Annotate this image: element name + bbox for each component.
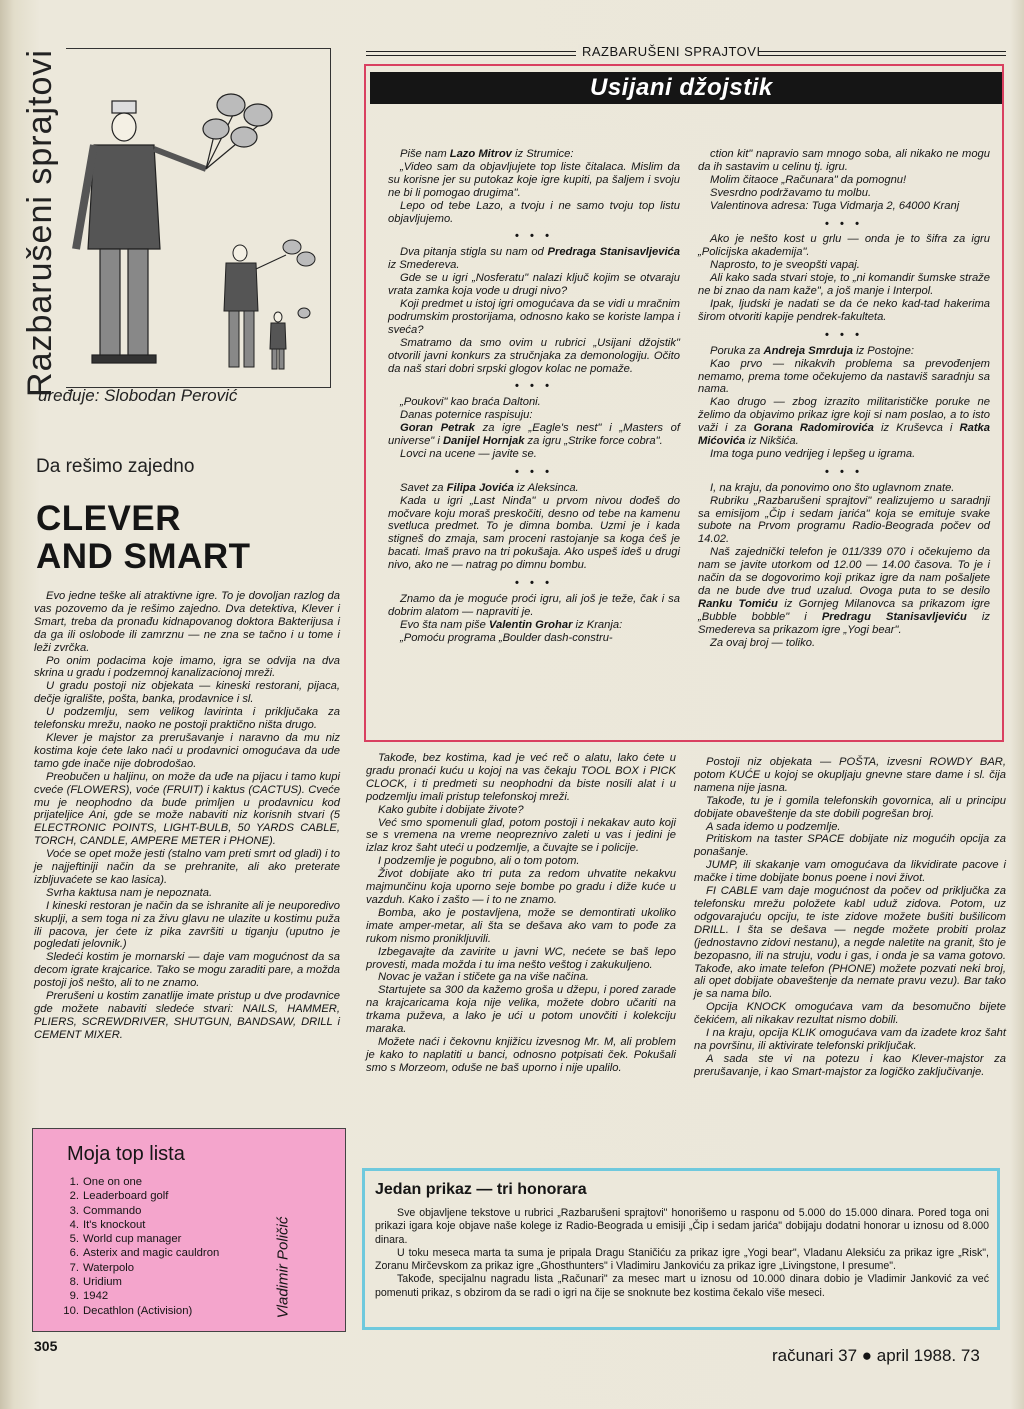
separator-dots: • • •	[825, 465, 863, 478]
letters-column-2	[698, 148, 990, 650]
paragraph: FI CABLE vam daje mogućnost da počev od priključka za telefonsku mrežu položete kabl uduž zidova. Potom, uz odgovarajuću opciju, te iste zidove možete bušiti bušilicom DRILL. I šta se dešava — negde možete probiti prolaz (jednostavno zidovi nestanu), a negde naletite na granit, što je bezopasno, ili na struju, vodu i gas, i onda je sa vama gotovo. Takođe, ako imate telefon (PHONE) možete pozvati neki broj, ali opet dobijate obaveštenje da nemate pravu vezu). Bar tako je sa nama bilo.	[694, 885, 1006, 1001]
header-rule-right	[758, 51, 1006, 56]
paragraph: Izbegavajte da zavirite u javni WC, nećete se baš lepo provesti, mada možda i tu ima nešto veštog i zakukuljeno.	[366, 945, 676, 971]
article-kicker: Da rešimo zajedno	[36, 456, 195, 477]
paragraph: Startujete sa 300 da kažemo groša u džepu, i pored zarade na krajcaricama koja nije velika, možete dobro učariti na trkama puževa, a lako je ući u potom unovčiti i kolekciju maraka.	[366, 984, 676, 1036]
separator-dots: • • •	[515, 465, 553, 478]
rank-number: 5.	[69, 1233, 79, 1246]
rank-number: 3.	[69, 1204, 79, 1217]
paragraph: Takođe, tu je i gomila telefonskih govornica, ali u principu dobijate obaveštenje da ste dobili pogrešan broj.	[694, 794, 1006, 820]
letter-paragraph: Smatramo da smo ovim u rubrici „Usijani džojstik" otvorili javni konkurs za stručnjaka za demonologiju. Očito da naš stari dobri srpski glogov kolac ne pomaže.	[388, 336, 680, 375]
game-title: Commando	[83, 1204, 142, 1217]
header-rule-left	[366, 51, 576, 56]
letter-paragraph: Ako je nešto kost u grlu — onda je to šifra za igru „Policijska akademija".	[698, 233, 990, 259]
paragraph: U gradu postoji niz objekata — kineski restorani, pijaca, dečje igralište, pošta, banka, prodavnice i sl.	[34, 680, 340, 706]
top-list-author: Vladimir Poličić	[274, 1216, 292, 1319]
top-list-item	[61, 1261, 219, 1275]
fee-box-text	[375, 1207, 989, 1300]
top-list-item	[61, 1218, 219, 1232]
paragraph: U toku meseca marta ta suma je pripala Dragu Staničiću za prikaz igre „Yogi bear", Vladanu Aleksiću za prikaz igre „Risk", Zoranu Mirčevskom za prikaz igre „Ghosthunters" i Vladimiru Jankoviću za prikaz igre „Livingstone, I presume".	[375, 1246, 989, 1273]
letter-paragraph: Kao drugo — zbog izrazito militarističke poruke ne želimo da objavimo prikaz igre koji si nam poslao, a to isto važi i za Gorana Radomirovića iz Kruševca i Ratka Mićovića iz Nikšića.	[698, 396, 990, 448]
letter-paragraph: ction kit" napravio sam mnogo soba, ali nikako ne mogu da ih sastavim u celinu tj. igru.	[698, 148, 990, 173]
top-list-title: Moja top lista	[67, 1143, 185, 1165]
paragraph: Postoji niz objekata — POŠTA, izvesni ROWDY BAR, potom KUĆE u kojoj se okupljaju gnevne stare dame i sl. čija namena nije jasna.	[694, 756, 1006, 794]
reader-name: Valentin Grohar	[488, 618, 573, 631]
column-banner-title: Usijani džojstik	[590, 74, 773, 101]
letter-paragraph: Koji predmet u istoj igri omogućava da se vidi u mračnim podrumskim prostorijama, odnosno kako se koriste lampa i sveća?	[388, 297, 680, 336]
letter-paragraph: Valentinova adresa: Tuga Vidmarja 2, 64000 Kranj	[710, 199, 960, 212]
paragraph: Sve objavljene tekstove u rubrici „Razbarušeni sprajtovi" honorišemo u rasponu od 5.000 do 15.000 dinara. Pored toga oni prikazi igara koje objave naše kolege iz Radio-Beograda u emisiji „Čip i sedam jarića" dobijaju dodatni honorar u iznosu od 8.000 dinara.	[375, 1207, 989, 1246]
article-body-right	[694, 756, 1006, 1079]
section-header	[366, 44, 1006, 60]
game-title: Leaderboard golf	[83, 1190, 169, 1203]
column-banner	[370, 72, 1002, 104]
letter-paragraph: Evo šta nam piše Valentin Grohar iz Kranja:	[400, 618, 623, 631]
letter-paragraph: „Poukovi" kao braća Daltoni.	[400, 396, 541, 409]
fee-box-title: Jedan prikaz — tri honorara	[375, 1181, 587, 1198]
paragraph: Preobučen u haljinu, on može da uđe na pijacu i tamo kupi cveće (FLOWERS), voće (FRUIT) i kaktus (CACTUS). Cveće mu je neophodno da bude primljen u prodavnicu kod prijateljice Ani, gde se može nabaviti niz korisnih stvari (5 ELECTRONIC POINTS, LIGHT-BULB, 50 YARDS CABLE, TORCH, CANDLE, AMPERE METER i PHONE).	[34, 770, 340, 848]
top-list-item	[61, 1246, 219, 1260]
vertical-section-title: Razbarušeni sprajtovi	[21, 49, 59, 397]
top-list-item	[61, 1204, 219, 1218]
paragraph: Život dobijate ako tri puta za redom uhvatite nekakvu majmunčinu koja uporno seje bombe po gradu i diže kuće u vazduh. Kako i zašto — i to ne znamo.	[366, 868, 676, 906]
paragraph: Sledeći kostim je mornarski — daje vam mogućnost da sa decom igrate krajcarice. Tako se mogu zaraditi pare, a možda postoji još nešto, ali to ne znamo.	[34, 951, 340, 990]
letter-paragraph: Kao prvo — nikakvih problema sa prevođenjem nemamo, prema tome očekujemo da nastaviš saradnju sa nama.	[698, 357, 990, 396]
letter-paragraph: Ima toga puno vedrijeg i lepšeg u igrama.	[710, 447, 916, 460]
reader-name: Filipa Jovića	[446, 481, 514, 494]
letter-paragraph: Svesrdno podržavamo tu molbu.	[710, 186, 872, 199]
paragraph: A sada idemo u podzemlje.	[706, 820, 841, 833]
paragraph: Opcija KNOCK omogućava vam da besomučno bijete čekićem, ali nikakav rezultat nismo dobili.	[694, 1001, 1006, 1027]
letter-paragraph: „Video sam da objavljujete top liste čitalaca. Mislim da su korisne jer su putokaz koje igre kupiti, pa šaljem i svoju ne bi li pomogao drugima".	[388, 160, 680, 199]
separator-dots: • • •	[515, 380, 553, 393]
game-title: 1942	[83, 1290, 109, 1303]
rank-number: 9.	[69, 1290, 79, 1303]
top-list	[61, 1175, 219, 1318]
paragraph: Pritiskom na taster SPACE dobijate niz mogućih opcija za ponašanje.	[694, 833, 1006, 859]
letter-paragraph: Rubriku „Razbarušeni sprajtovi" realizujemo u saradnji sa emisijom „Čip i sedam jarića" koja se emituje svake subote na Prvom programu Radio-Beograda počev od 14.02.	[698, 494, 990, 546]
letter-paragraph: Piše nam Lazo Mitrov iz Strumice:	[400, 148, 574, 160]
top-list-item	[61, 1275, 219, 1289]
letter-paragraph: Znamo da je moguće proći igru, ali još je teže, čak i sa dobrim alatom — napraviti je.	[388, 593, 680, 618]
letter-paragraph: Ali kako sada stvari stoje, to „ni komandir šumske straže ne bi znao da nam kaže", a još manje i Interpol.	[698, 272, 990, 298]
paragraph: Takođe, bez kostima, kad je već reč o alatu, lako ćete u gradu pronaći kuću u kojoj na vas čekaju TOOL BOX i PICK CLOCK, i ti predmeti su neophodni da biste nosili alat i u podzemlju imali pristup telefonskoj mreži.	[366, 752, 676, 803]
paragraph: Voće se opet može jesti (stalno vam preti smrt od gladi) i to je najjeftiniji način da se prehranite, ali ako preterate izbljuvaćete se kao lasica).	[34, 848, 340, 886]
paragraph: I podzemlje je pogubno, ali o tom potom.	[378, 855, 580, 868]
rank-number: 4.	[69, 1218, 79, 1231]
paragraph: Evo jedne teške ali atraktivne igre. To je dovoljan razlog da vas pozovemo da je rešimo zajedno. Dva detektiva, Klever i Smart, treba da pronađu kidnapovanog doktora Bakterijusa i da ga ili oslobode ili zamrznu — ne zna se tačno i u tome i leži zvrčka.	[34, 590, 340, 654]
letter-paragraph: „Pomoću programa „Boulder dash-constru-	[400, 631, 613, 644]
letter-paragraph: Za ovaj broj — toliko.	[710, 636, 816, 649]
section-header-label: RAZBARUŠENI SPRAJTOVI	[578, 44, 765, 59]
illustration-frame	[66, 48, 331, 388]
paragraph: Bomba, ako je postavljena, može se demontirati ukoliko imate amper-metar, ali šta se dešava ako vam to pođe za rukom nismo pronikljuvili.	[366, 906, 676, 945]
separator-dots: • • •	[825, 217, 863, 230]
rank-number: 8.	[69, 1276, 79, 1289]
juggler-illustration	[66, 49, 328, 385]
fee-box	[362, 1168, 1000, 1330]
headline-line-2: AND SMART	[36, 537, 251, 576]
letters-column-1	[388, 148, 680, 645]
paragraph: Prerušeni u kostim zanatlije imate pristup u dve prodavnice gde možete nabaviti sledeće stvari: NAILS, HAMMER, PLIERS, SCREWDRIVER, SHUTGUN, BANDSAW, DRILL i CEMENT MIXER.	[34, 990, 340, 1041]
game-title: It's knockout	[83, 1218, 146, 1231]
rank-number: 2.	[69, 1190, 79, 1203]
letter-paragraph: Lovci na ucene — javite se.	[400, 447, 537, 460]
reader-name: Predragu Stanisavljeviću	[821, 610, 967, 623]
reader-name: Andreja Smrduja	[763, 344, 854, 357]
rank-number: 1.	[69, 1176, 79, 1188]
paragraph: I na kraju, opcija KLIK omogućava vam da izadete kroz šaht na površinu, ili aktivirate telefonski priključak.	[694, 1027, 1006, 1052]
reader-name: Gorana Radomirovića	[753, 422, 874, 435]
rank-number: 10.	[63, 1304, 79, 1317]
letter-paragraph: Gde se u igri „Nosferatu" nalazi ključ kojim se otvaraju vrata zamka koja vode u drugi nivo?	[388, 272, 680, 298]
letter-paragraph: Naš zajednički telefon je 011/339 070 i očekujemo da nam se javite utorkom od 12.00 — 14.00 časova. To je i način da se dogovorimo koji prikaz igre da nam pošaljete da ne bude dve trud uzalud. Ovoga puta to se desilo Ranku Tomiću iz Gornjeg Milanovca sa prikazom igre „Bubble bobble" i Predragu Stanisavljeviću iz Smedereva sa prikazom igre „Yogi bear".	[698, 546, 990, 636]
paragraph: Svrha kaktusa nam je nepoznata.	[46, 886, 213, 899]
article-body-middle	[366, 752, 676, 1075]
editor-credit: uređuje: Slobodan Perović	[38, 386, 238, 405]
letter-paragraph: I, na kraju, da ponovimo ono što uglavnom znate.	[710, 481, 955, 494]
letter-paragraph: Poruka za Andreja Smrduja iz Postojne:	[710, 344, 914, 357]
game-title: Decathlon (Activision)	[83, 1304, 193, 1317]
paragraph: Takođe, specijalnu nagradu lista „Računari" za mesec mart u iznosu od 10.000 dinara dobio je Vladimir Janković za već pomenuti prikaz, s obzirom da se radi o igri na čije se snoknute bez kostima čekalo više meseci.	[375, 1273, 989, 1299]
reader-name: Goran Petrak	[400, 422, 475, 435]
game-title: Uridium	[83, 1276, 122, 1289]
top-list-item	[61, 1304, 219, 1318]
letter-paragraph: Naprosto, to je sveopšti vapaj.	[710, 259, 860, 272]
paragraph: Po onim podacima koje imamo, igra se odvija na dva skrina u gradu i podzemnoj kanalizacionoj mreži.	[34, 654, 340, 680]
reader-name: Danijel Hornjak	[442, 435, 525, 448]
rank-number: 7.	[69, 1261, 79, 1274]
paragraph: U podzemlju, sem velikog lavirinta i priključaka za telefonsku mrežu, naoko ne postoji praktično ništa drugo.	[34, 706, 340, 732]
paragraph: Već smo spomenuli glad, potom postoji i nekakav auto koji se s vremena na vreme neopreznivo zaleti u vas i jedini je izlaz kroz šaht uteći u podzemlje, a čuvajte se i policije.	[366, 816, 676, 855]
separator-dots: • • •	[515, 230, 553, 243]
letter-paragraph: Goran Petrak za igre „Eagle's nest" i „Masters of universe" i Danijel Hornjak za igru „Strike force cobra".	[388, 422, 680, 448]
top-list-item	[61, 1232, 219, 1246]
reader-name: Ratka Mićovića	[698, 422, 990, 448]
separator-dots: • • •	[825, 328, 863, 341]
game-title: One on one	[83, 1176, 143, 1188]
paragraph: Možete naći i čekovnu knjižicu izvesnog Mr. M, ali problem je kako to naplatiti u banci, odnosno potpisati ček. Pokušali smo s Morzeom, oduše ne baš uporno i nije upalilo.	[366, 1035, 676, 1074]
letter-paragraph: Savet za Filipa Jovića iz Aleksinca.	[400, 481, 579, 494]
paragraph: JUMP, ili skakanje vam omogućava da likvidirate pacove i mačke i time dobijate bonus poene i novi život.	[694, 859, 1006, 885]
game-title: World cup manager	[83, 1233, 182, 1246]
top-list-box	[32, 1128, 346, 1332]
reader-name: Predraga Stanisavljevića	[547, 246, 680, 259]
reader-name: Lazo Mitrov	[449, 148, 512, 160]
game-title: Asterix and magic cauldron	[83, 1247, 220, 1260]
letter-paragraph: Dva pitanja stigla su nam od Predraga Stanisavljevića iz Smedereva.	[388, 246, 680, 272]
top-list-item	[61, 1289, 219, 1303]
magazine-folio: računari 37 ● april 1988. 73	[772, 1346, 980, 1365]
paragraph: Kako gubite i dobijate živote?	[378, 803, 524, 816]
paragraph: Klever je majstor za prerušavanje i naravno da mu niz kostima koje ćete lako naći u prodavnici omogućava da ude tamo gde inače nije dobrodošao.	[34, 731, 340, 770]
separator-dots: • • •	[515, 577, 553, 590]
page-number-left: 305	[34, 1338, 58, 1354]
rank-number: 6.	[69, 1247, 79, 1260]
paragraph: Novac je važan i stičete ga na više načina.	[378, 971, 589, 984]
reader-name: Ranku Tomiću	[698, 597, 778, 610]
letter-paragraph: Kada u igri „Last Ninđa" u prvom nivou dođeš do močvare koju moraš preskočiti, desno od tebe na kamenu svetluca predmet. To je dimna bomba. Uzmi je i kada stigneš do zmaja, sam proceni rastojanje sa koga ćeš je bacati. Imaš pravo na tri pokušaja. Ako uspeš ideš u drugi nivo, ako ne — natrag po dimnu bombu.	[388, 494, 680, 572]
letter-paragraph: Danas poternice raspisuju:	[400, 409, 533, 422]
top-list-item	[61, 1175, 219, 1189]
headline-line-1: CLEVER	[36, 499, 181, 538]
letter-paragraph: Ipak, ljudski je nadati se da će neko kad-tad hakerima širom otvoriti kapije pendrek-fakulteta.	[698, 297, 990, 323]
paragraph: A sada ste vi na potezu i kao Klever-majstor za prerušavanje, i kao Smart-majstor za logičko zaključivanje.	[694, 1052, 1006, 1078]
letter-paragraph: Lepo od tebe Lazo, a tvoju i ne samo tvoju top listu objavljujemo.	[388, 199, 680, 225]
article-body-left	[34, 590, 340, 1042]
letter-paragraph: Molim čitaoce „Računara" da pomognu!	[710, 173, 907, 186]
paragraph: I kineski restoran je način da se ishranite ali je neuporedivo skuplji, a sem toga ni za živu glavu ne ulazite u kostimu puža ili pacova, jer ćete iz pika završiti u tiganju (uputno je pogledati jelovnik.)	[34, 899, 340, 951]
top-list-item	[61, 1189, 219, 1203]
article-headline	[36, 500, 336, 576]
game-title: Waterpolo	[83, 1261, 135, 1274]
